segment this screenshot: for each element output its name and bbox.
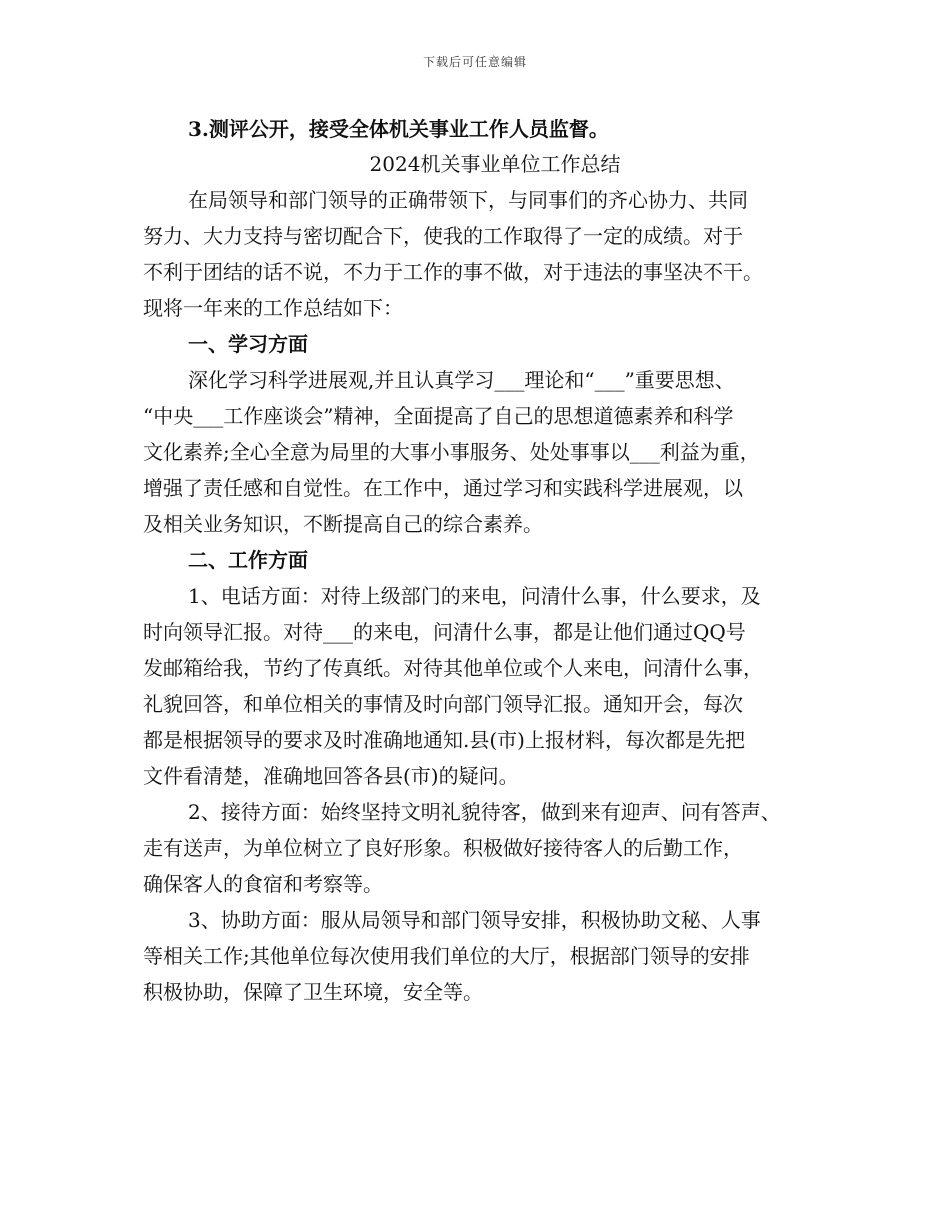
paragraph-line: 增强了责任感和自觉性。在工作中，通过学习和实践科学进展观，以 bbox=[143, 476, 743, 500]
paragraph-line: 2、接待方面：始终坚持文明礼貌待客，做到来有迎声、问有答声、 bbox=[188, 800, 781, 824]
section-heading-work: 二、工作方面 bbox=[188, 548, 308, 572]
paragraph-line: 努力、大力支持与密切配合下，使我的工作取得了一定的成绩。对于 bbox=[143, 224, 743, 248]
paragraph-line: 积极协助，保障了卫生环境，安全等。 bbox=[143, 980, 483, 1004]
document-title: 2024机关事业单位工作总结 bbox=[369, 152, 621, 176]
paragraph-line: 礼貌回答，和单位相关的事情及时向部门领导汇报。通知开会，每次 bbox=[143, 692, 743, 716]
paragraph-line: 发邮箱给我，节约了传真纸。对待其他单位或个人来电，问清什么事， bbox=[143, 656, 763, 680]
paragraph-line: 1、电话方面：对待上级部门的来电，问清什么事，什么要求，及 bbox=[188, 584, 761, 608]
paragraph-line: 都是根据领导的要求及时准确地通知.县(市)上报材料，每次都是先把 bbox=[143, 728, 745, 752]
paragraph-line: 现将一年来的工作总结如下： bbox=[143, 296, 403, 320]
paragraph-line: 时向领导汇报。对待___的来电，问清什么事，都是让他们通过QQ号 bbox=[143, 620, 746, 644]
section-heading-study: 一、学习方面 bbox=[188, 332, 308, 356]
paragraph-line: 确保客人的食宿和考察等。 bbox=[143, 872, 383, 896]
paragraph-line: 文件看清楚，准确地回答各县(市)的疑问。 bbox=[143, 764, 519, 788]
paragraph-line: “中央___工作座谈会”精神，全面提高了自己的思想道德素养和科学 bbox=[143, 404, 734, 428]
paragraph-line: 等相关工作;其他单位每次使用我们单位的大厅，根据部门领导的安排 bbox=[143, 944, 750, 968]
paragraph-line: 深化学习科学进展观,并且认真学习___理论和“___”重要思想、 bbox=[188, 368, 735, 392]
paragraph-line: 不利于团结的话不说，不力于工作的事不做，对于违法的事坚决不干。 bbox=[143, 260, 763, 284]
paragraph-line: 文化素养;全心全意为局里的大事小事服务、处处事事以___利益为重， bbox=[143, 440, 760, 464]
paragraph-line: 在局领导和部门领导的正确带领下，与同事们的齐心协力、共同 bbox=[188, 188, 748, 212]
paragraph-line: 及相关业务知识，不断提高自己的综合素养。 bbox=[143, 512, 543, 536]
page-header: 下载后可任意编辑 bbox=[422, 55, 527, 69]
paragraph-line: 走有送声，为单位树立了良好形象。积极做好接待客人的后勤工作， bbox=[143, 836, 743, 860]
item-3-line: 3.测评公开，接受全体机关事业工作人员监督。 bbox=[188, 117, 609, 141]
paragraph-line: 3、协助方面：服从局领导和部门领导安排，积极协助文秘、人事 bbox=[188, 908, 761, 932]
